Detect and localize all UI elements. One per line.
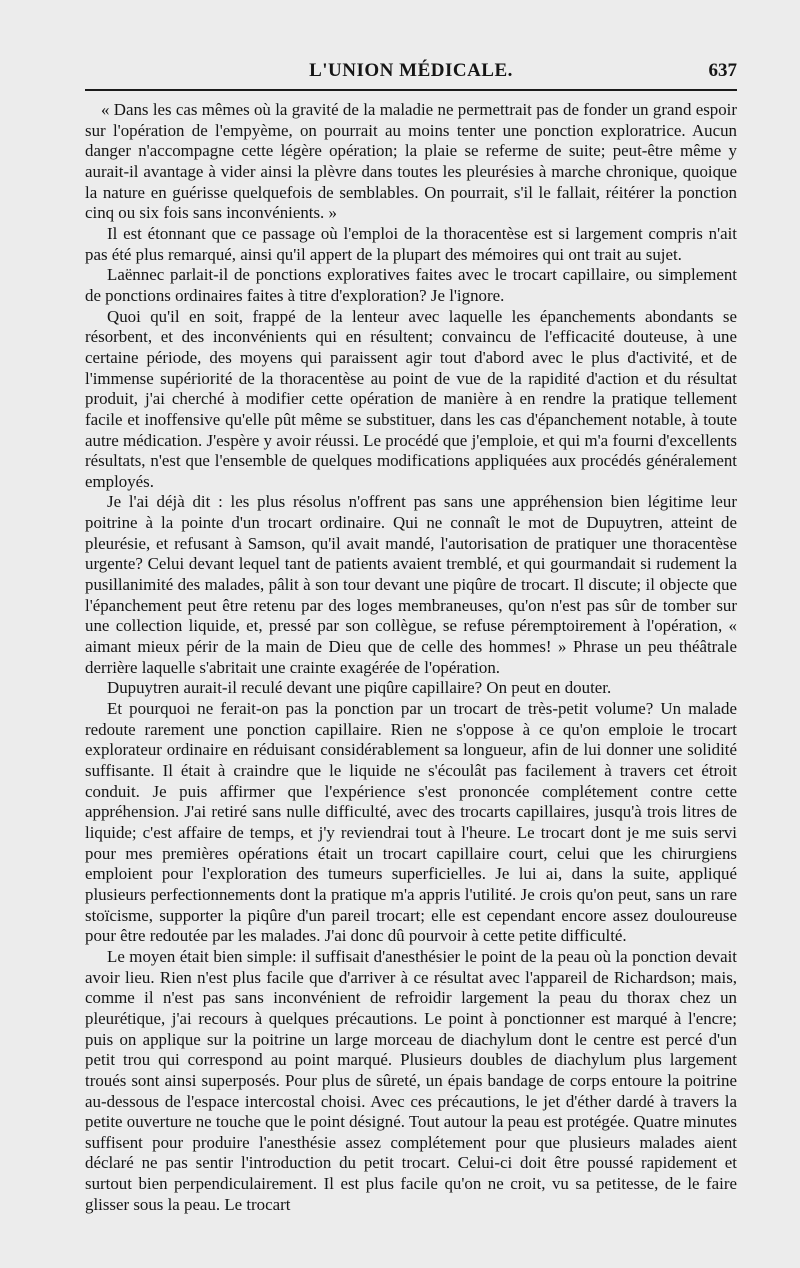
running-title: L'UNION MÉDICALE.	[309, 60, 513, 81]
paragraph-dupuytren-anecdote: Je l'ai déjà dit : les plus résolus n'offrent pas sans une appréhension bien légitime leur poitrine à la pointe d'un trocart ordinaire. Qui ne connaît le mot de Dupuytren, atteint de pleurésie, et refusant à Samson, qu'il avait mandé, l'autorisation de pratiquer une thoracentèse urgente? Celui devant lequel tant de patients avaient tremblé, et qui gourmandait si rudement la pusillanimité des malades, pâlit à son tour devant une piqûre de trocart. Il discute; il objecte que l'épanchement peut être retenu par des loges membraneuses, qu'on n'est pas sûr de tomber sur une collection liquide, et, pressé par son collègue, se refuse péremptoirement à l'opération, « aimant mieux périr de la main de Dieu que de celle des hommes! » Phrase un peu théâtrale derrière laquelle s'abritait une crainte exagérée de l'opération.	[85, 492, 737, 677]
paragraph-thoracentesis-remark: Il est étonnant que ce passage où l'emploi de la thoracentèse est si largement compris n'ait pas été plus remarqué, ainsi qu'il appert de la plupart des mémoires qui ont trait au sujet.	[85, 223, 737, 264]
paragraph-anesthesia-method: Le moyen était bien simple: il suffisait d'anesthésier le point de la peau où la ponction devait avoir lieu. Rien n'est plus facile que d'arriver à ce résultat avec l'appareil de Richardson; mais, comme il n'est pas sans inconvénient de refroidir largement la peau du thorax chez un pleurétique, j'ai recours à quelques précautions. Le point à ponctionner est marqué à l'encre; puis on applique sur la poitrine un large morceau de diachylum dont le centre est percé d'un petit trou qui correspond au point marqué. Plusieurs doubles de diachylum plus largement troués sont ainsi superposés. Pour plus de sûreté, un épais bandage de corps entoure la poitrine au-dessous de l'espace intercostal choisi. Avec ces précautions, le jet d'éther dardé à travers la petite ouverture ne touche que le point désigné. Tout autour la peau est protégée. Quatre minutes suffisent pour produire l'anesthésie assez complétement pour que plusieurs malades aient déclaré ne pas sentir l'introduction du petit trocart. Celui-ci doit être poussé rapidement et surtout bien perpendiculairement. Il est plus facile qu'on ne croit, vu sa petitesse, de le faire glisser sous la peau. Le trocart	[85, 946, 737, 1214]
body-text	[85, 100, 737, 1215]
page-number: 637	[708, 60, 737, 81]
page-header	[85, 60, 737, 86]
paragraph-laennec-question: Laënnec parlait-il de ponctions exploratives faites avec le trocart capillaire, ou simplement de ponctions ordinaires faites à titre d'exploration? Je l'ignore.	[85, 265, 737, 305]
paragraph-procedure-intro: Quoi qu'il en soit, frappé de la lenteur avec laquelle les épanchements abondants se résorbent, et des inconvénients qui en résultent; convaincu de l'efficacité douteuse, à une certaine période, des moyens qui paraissent agir tout d'abord avec le plus d'activité, et de l'immense supériorité de la thoracentèse au point de vue de la rapidité d'action et du résultat produit, j'ai cherché à modifier cette opération de manière à en rendre la pratique tellement facile et inoffensive qu'elle pût même se substituer, dans les cas d'épanchement notable, à toute autre médication. J'espère y avoir réussi. Le procédé que j'emploie, et qui m'a fourni d'excellents résultats, n'est que l'ensemble de quelques modifications appliquées aux procédés généralement employés.	[85, 306, 737, 491]
header-rule	[85, 89, 737, 91]
paragraph-dupuytren-doubt: Dupuytren aurait-il reculé devant une piqûre capillaire? On peut en douter.	[107, 678, 612, 698]
paragraph-capillary-trocart: Et pourquoi ne ferait-on pas la ponction par un trocart de très-petit volume? Un malade redoute rarement une ponction capillaire. Rien ne s'oppose à ce qu'on emploie le trocart explorateur ordinaire en réduisant considérablement sa longueur, afin de lui donner une solidité suffisante. Il était à craindre que le liquide ne s'écoulât pas facilement à travers cet étroit conduit. Je puis affirmer que l'expérience s'est prononcée complétement contre cette appréhension. J'ai retiré sans nulle difficulté, avec des trocarts capillaires, jusqu'à trois litres de liquide; c'est affaire de temps, et j'y reviendrai tout à l'heure. Le trocart dont je me suis servi pour mes premières opérations était un trocart capillaire court, celui que les chirurgiens emploient pour l'exploration des tumeurs superficielles. Je lui ai, dans la suite, appliqué plusieurs perfectionnements dont la pratique m'a appris l'utilité. Je crois qu'on peut, sans un rare stoïcisme, supporter la piqûre d'un pareil trocart; elle est cependant encore assez douloureuse pour être redoutée par les malades. J'ai donc dû pourvoir à cette petite difficulté.	[85, 699, 737, 946]
paragraph-quote-laennec: « Dans les cas mêmes où la gravité de la maladie ne permettrait pas de fonder un grand espoir sur l'opération de l'empyème, on pourrait au moins tenter une ponction exploratrice. Aucun danger n'accompagne cette légère opération; la plaie se referme de suite; peut-être même y aurait-il avantage à vider ainsi la plèvre dans toutes les pleurésies à marche chronique, quoique la nature en guérisse quelquefois de semblables. On pourrait, s'il le fallait, réitérer la ponction cinq ou six fois sans inconvénients. »	[85, 100, 737, 223]
